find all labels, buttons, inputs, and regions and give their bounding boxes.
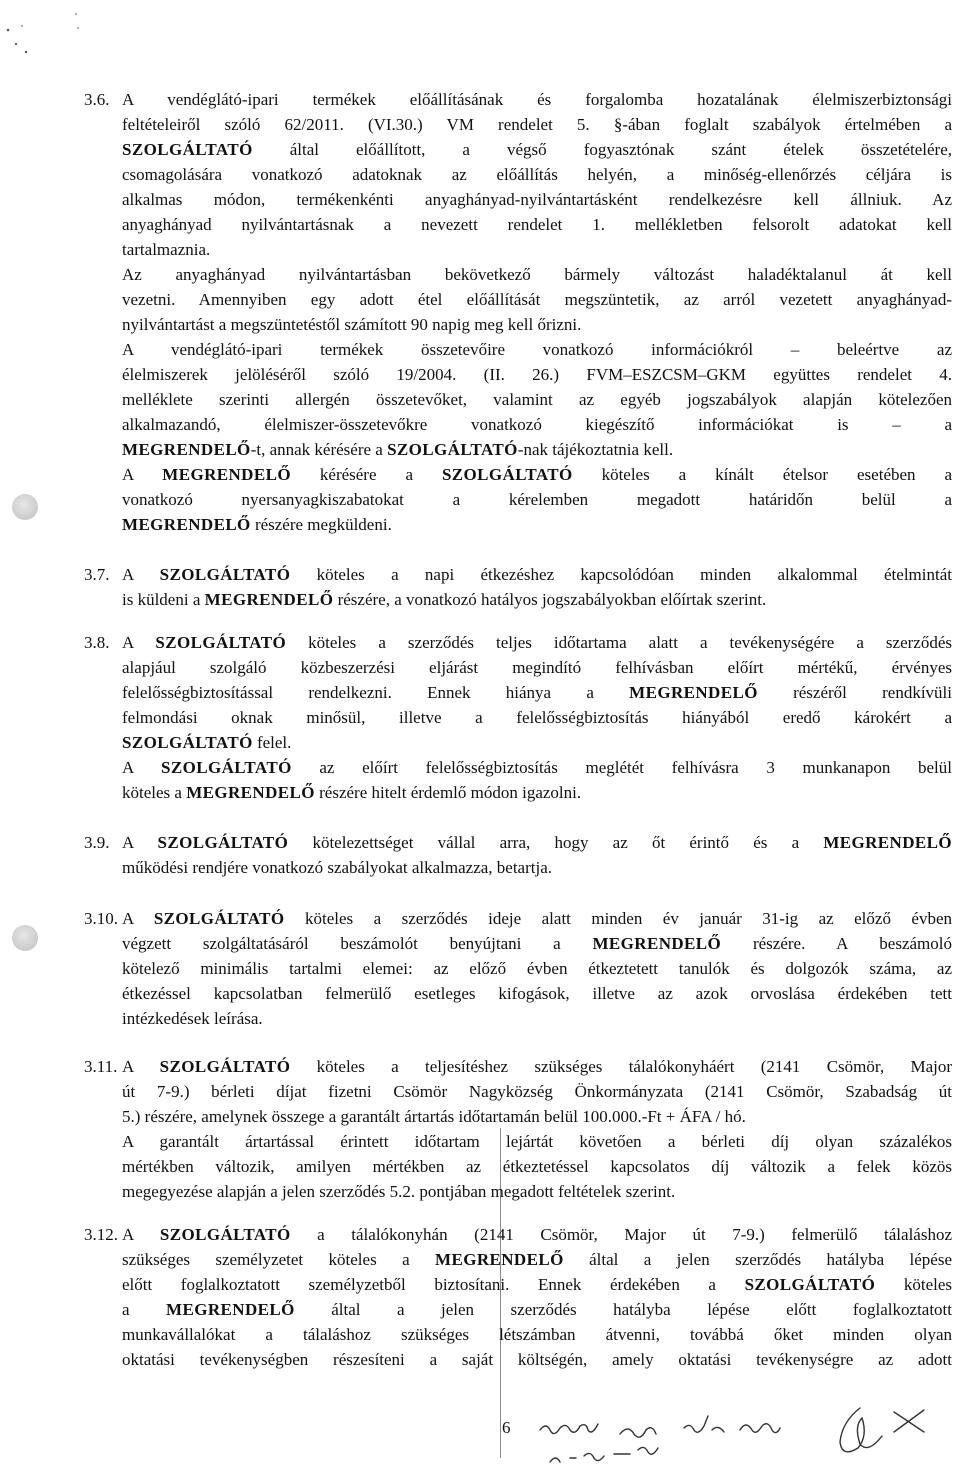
section-body bbox=[122, 830, 952, 880]
text-line: A SZOLGÁLTATÓ köteles a szerződés ideje alatt minden év január 31-ig az előző évben bbox=[122, 909, 953, 928]
text-line: köteles a MEGRENDELŐ részére hitelt érdemlő módon igazolni. bbox=[122, 783, 582, 802]
text-line: munkavállalókat a tálaláshoz szükséges létszámban átvenni, továbbá őket minden olyan bbox=[122, 1325, 952, 1344]
text-line: is küldeni a MEGRENDELŐ részére, a vonatkozó hatályos jogszabályokban előírtak szerint. bbox=[122, 590, 767, 609]
section-body bbox=[122, 562, 952, 612]
text-line: intézkedések leírása. bbox=[122, 1009, 263, 1028]
text-line: nyilvántartást a megszüntetéstől számított 90 napig meg kell őrizni. bbox=[122, 315, 582, 334]
section-body bbox=[122, 630, 952, 805]
text-line: MEGRENDELŐ részére megküldeni. bbox=[122, 515, 392, 534]
scan-specks bbox=[0, 0, 110, 60]
text-line: csomagolására vonatkozó adatoknak az előállítás helyén, a minőség-ellenőrzés céljára is bbox=[122, 165, 952, 184]
text-line: A SZOLGÁLTATÓ az előírt felelősségbiztosítás meglétét felhívásra 3 munkanapon belül bbox=[122, 758, 952, 777]
section-number: 3.7. bbox=[84, 565, 110, 584]
text-line: mértékben változik, amilyen mértékben az étkeztetéssel kapcsolatos díj változik a felek közös bbox=[122, 1157, 952, 1176]
section-number: 3.8. bbox=[84, 633, 110, 652]
handwritten-signature bbox=[520, 1400, 960, 1476]
text-line: A SZOLGÁLTATÓ köteles a napi étkezéshez kapcsolódóan minden alkalommal ételmintát bbox=[122, 565, 952, 584]
text-line: alkalmazandó, élelmiszer-összetevőkre vonatkozó kiegészítő információkat is – a bbox=[122, 415, 952, 434]
section-body bbox=[122, 87, 952, 537]
text-line: megegyezése alapján a jelen szerződés 5.2. pontjában megadott feltételek szerint. bbox=[122, 1182, 676, 1201]
text-line: A SZOLGÁLTATÓ köteles a teljesítéshez szükséges tálalókonyháért (2141 Csömör, Major bbox=[122, 1057, 952, 1076]
text-line: Az anyaghányad nyilvántartásban bekövetkező bármely változást haladéktalanul át kell bbox=[122, 265, 952, 284]
text-line: élelmiszerek jelöléséről szóló 19/2004. (II. 26.) FVM–ESZCSM–GKM együttes rendelet 4. bbox=[122, 365, 952, 384]
text-line: feltételeiről szóló 62/2011. (VI.30.) VM rendelet 5. §-ában foglalt szabályok értelmében a bbox=[122, 115, 952, 134]
section-number: 3.12. bbox=[84, 1225, 118, 1244]
text-line: MEGRENDELŐ-t, annak kérésére a SZOLGÁLTATÓ-nak tájékoztatnia kell. bbox=[122, 440, 674, 459]
text-line: szükséges személyzetet köteles a MEGRENDELŐ által a jelen szerződés hatályba lépése bbox=[122, 1250, 952, 1269]
text-line: melléklete szerinti allergén összetevőket, valamint az egyéb jogszabályok alapján kötelezően bbox=[122, 390, 952, 409]
section-number: 3.6. bbox=[84, 90, 110, 109]
text-line: a MEGRENDELŐ által a jelen szerződés hatályba lépése előtt foglalkoztatott bbox=[122, 1300, 953, 1319]
text-line: SZOLGÁLTATÓ által előállított, a végső fogyasztónak szánt ételek összetételére, bbox=[122, 140, 952, 159]
text-line: A SZOLGÁLTATÓ a tálalókonyhán (2141 Csömör, Major út 7-9.) felmerülő tálaláshoz bbox=[122, 1225, 952, 1244]
section-number: 3.9. bbox=[84, 833, 110, 852]
text-line: oktatási tevékenységben részesíteni a saját költségén, amely oktatási tevékenységre az adott bbox=[122, 1350, 952, 1369]
text-line: alapjául szolgáló közbeszerzési eljárást megindító felhívásban előírt mértékű, érvényes bbox=[122, 658, 952, 677]
text-line: A garantált ártartással érintett időtartam lejártát követően a bérleti díj olyan százalékos bbox=[122, 1132, 952, 1151]
text-line: kötelező minimális tartalmi elemei: az előző évben étkeztetett tanulók és dolgozók száma, az bbox=[122, 959, 952, 978]
text-line: tartalmaznia. bbox=[122, 240, 211, 259]
text-line: vonatkozó nyersanyagkiszabatokat a kérelemben megadott határidőn belül a bbox=[122, 490, 952, 509]
text-line: végzett szolgáltatásáról beszámolót benyújtani a MEGRENDELŐ részére. A beszámoló bbox=[122, 934, 953, 953]
text-line: SZOLGÁLTATÓ felel. bbox=[122, 733, 292, 752]
section-body bbox=[122, 1222, 952, 1372]
section-body bbox=[122, 906, 952, 1031]
page-number: 6 bbox=[502, 1418, 511, 1437]
text-line: felelősségbiztosítással rendelkezni. Ennek hiánya a MEGRENDELŐ részéről rendkívüli bbox=[122, 683, 952, 702]
text-line: alkalmas módon, termékenkénti anyaghányad-nyilvántartásként rendelkezésre kell állniuk. Az bbox=[122, 190, 952, 209]
section-body bbox=[122, 1054, 952, 1204]
section-number: 3.10. bbox=[84, 909, 118, 928]
text-line: út 7-9.) bérleti díjat fizetni Csömör Nagyközség Önkormányzata (2141 Csömör, Szabadság út bbox=[122, 1082, 952, 1101]
text-line: vezetni. Amennyiben egy adott étel előállítását megszüntetik, az arról vezetett anyaghányad- bbox=[122, 290, 952, 309]
text-line: előtt foglalkoztatott személyzetből biztosítani. Ennek érdekében a SZOLGÁLTATÓ köteles bbox=[122, 1275, 953, 1294]
text-line: étkezéssel kapcsolatban felmerülő esetleges kifogások, illetve az azok orvoslása érdekében tett bbox=[122, 984, 952, 1003]
text-line: A SZOLGÁLTATÓ köteles a szerződés teljes időtartama alatt a tevékenységére a szerződés bbox=[122, 633, 952, 652]
punch-hole bbox=[12, 925, 38, 951]
text-line: működési rendjére vonatkozó szabályokat alkalmazza, betartja. bbox=[122, 858, 553, 877]
punch-hole bbox=[12, 494, 38, 520]
text-line: 5.) részére, amelynek összege a garantált ártartás időtartamán belül 100.000.-Ft + ÁFA / hó. bbox=[122, 1107, 746, 1126]
text-line: felmondási oknak minősül, illetve a felelősségbiztosítás hiányából eredő károkért a bbox=[122, 708, 952, 727]
text-line: A vendéglátó-ipari termékek összetevőire vonatkozó információkról – beleértve az bbox=[122, 340, 952, 359]
text-line: A MEGRENDELŐ kérésére a SZOLGÁLTATÓ köteles a kínált ételsor esetében a bbox=[122, 465, 953, 484]
text-line: A SZOLGÁLTATÓ kötelezettséget vállal arra, hogy az őt érintő és a MEGRENDELŐ bbox=[122, 833, 952, 852]
text-line: A vendéglátó-ipari termékek előállításának és forgalomba hozatalának élelmiszerbiztonsági bbox=[122, 90, 952, 109]
text-line: anyaghányad nyilvántartásnak a nevezett rendelet 1. mellékletben felsorolt adatokat kell bbox=[122, 215, 952, 234]
section-number: 3.11. bbox=[84, 1057, 118, 1076]
